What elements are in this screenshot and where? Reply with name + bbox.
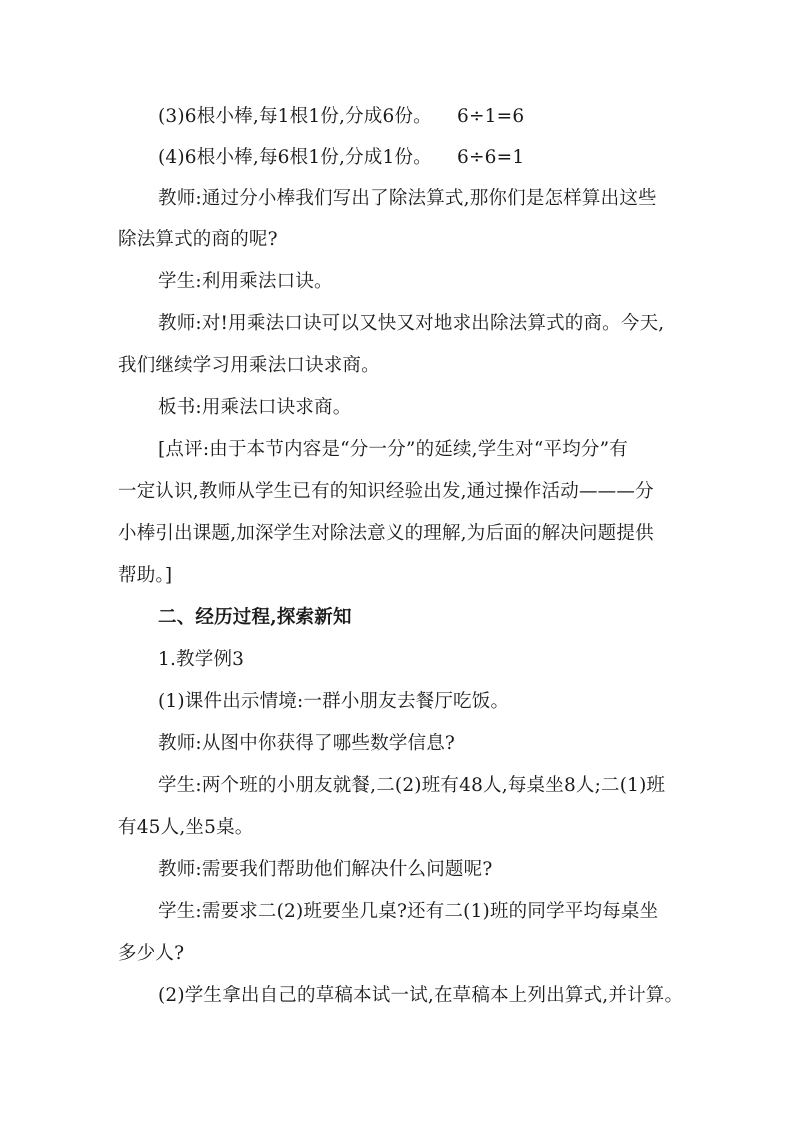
paragraph-line: 一定认识,教师从学生已有的知识经验出发,通过操作活动———分	[118, 481, 654, 502]
paragraph-line: 我们继续学习用乘法口诀求商。	[118, 355, 380, 376]
paragraph-line: 板书:用乘法口诀求商。	[158, 397, 352, 418]
subsection-heading: 1.教学例3	[158, 649, 245, 670]
equation-text: 6÷1=6	[457, 106, 525, 127]
paragraph-line: 教师:对!用乘法口诀可以又快又对地求出除法算式的商。今天,	[158, 313, 665, 334]
paragraph-line: (1)课件出示情境:一群小朋友去餐厅吃饭。	[158, 691, 510, 712]
paragraph-line: 学生:需要求二(2)班要坐几桌?还有二(1)班的同学平均每桌坐	[158, 901, 659, 922]
paragraph-line: [点评:由于本节内容是“分一分”的延续,学生对“平均分”有	[158, 439, 628, 460]
paragraph-line	[158, 146, 525, 170]
paragraph-line: 学生:利用乘法口诀。	[158, 271, 333, 292]
paragraph-line: 除法算式的商的呢?	[118, 229, 278, 250]
line-text: (3)6根小棒,每1根1份,分成6份。	[158, 106, 432, 127]
line-text: (4)6根小棒,每6根1份,分成1份。	[158, 147, 432, 168]
paragraph-line: 小棒引出课题,加深学生对除法意义的理解,为后面的解决问题提供	[118, 523, 654, 544]
paragraph-line: 教师:通过分小棒我们写出了除法算式,那你们是怎样算出这些	[158, 188, 657, 209]
paragraph-line: 帮助。]	[118, 565, 173, 586]
paragraph-line	[158, 105, 525, 129]
paragraph-line: 教师:需要我们帮助他们解决什么问题呢?	[158, 859, 493, 880]
paragraph-line: 有45人,坐5桌。	[118, 817, 254, 838]
section-heading: 二、经历过程,探索新知	[158, 607, 352, 628]
paragraph-line: 多少人?	[118, 943, 185, 964]
equation-text: 6÷6=1	[457, 147, 525, 168]
paragraph-line: 学生:两个班的小朋友就餐,二(2)班有48人,每桌坐8人;二(1)班	[158, 775, 666, 796]
paragraph-line: 教师:从图中你获得了哪些数学信息?	[158, 733, 456, 754]
paragraph-line: (2)学生拿出自己的草稿本试一试,在草稿本上列出算式,并计算。	[158, 985, 684, 1006]
